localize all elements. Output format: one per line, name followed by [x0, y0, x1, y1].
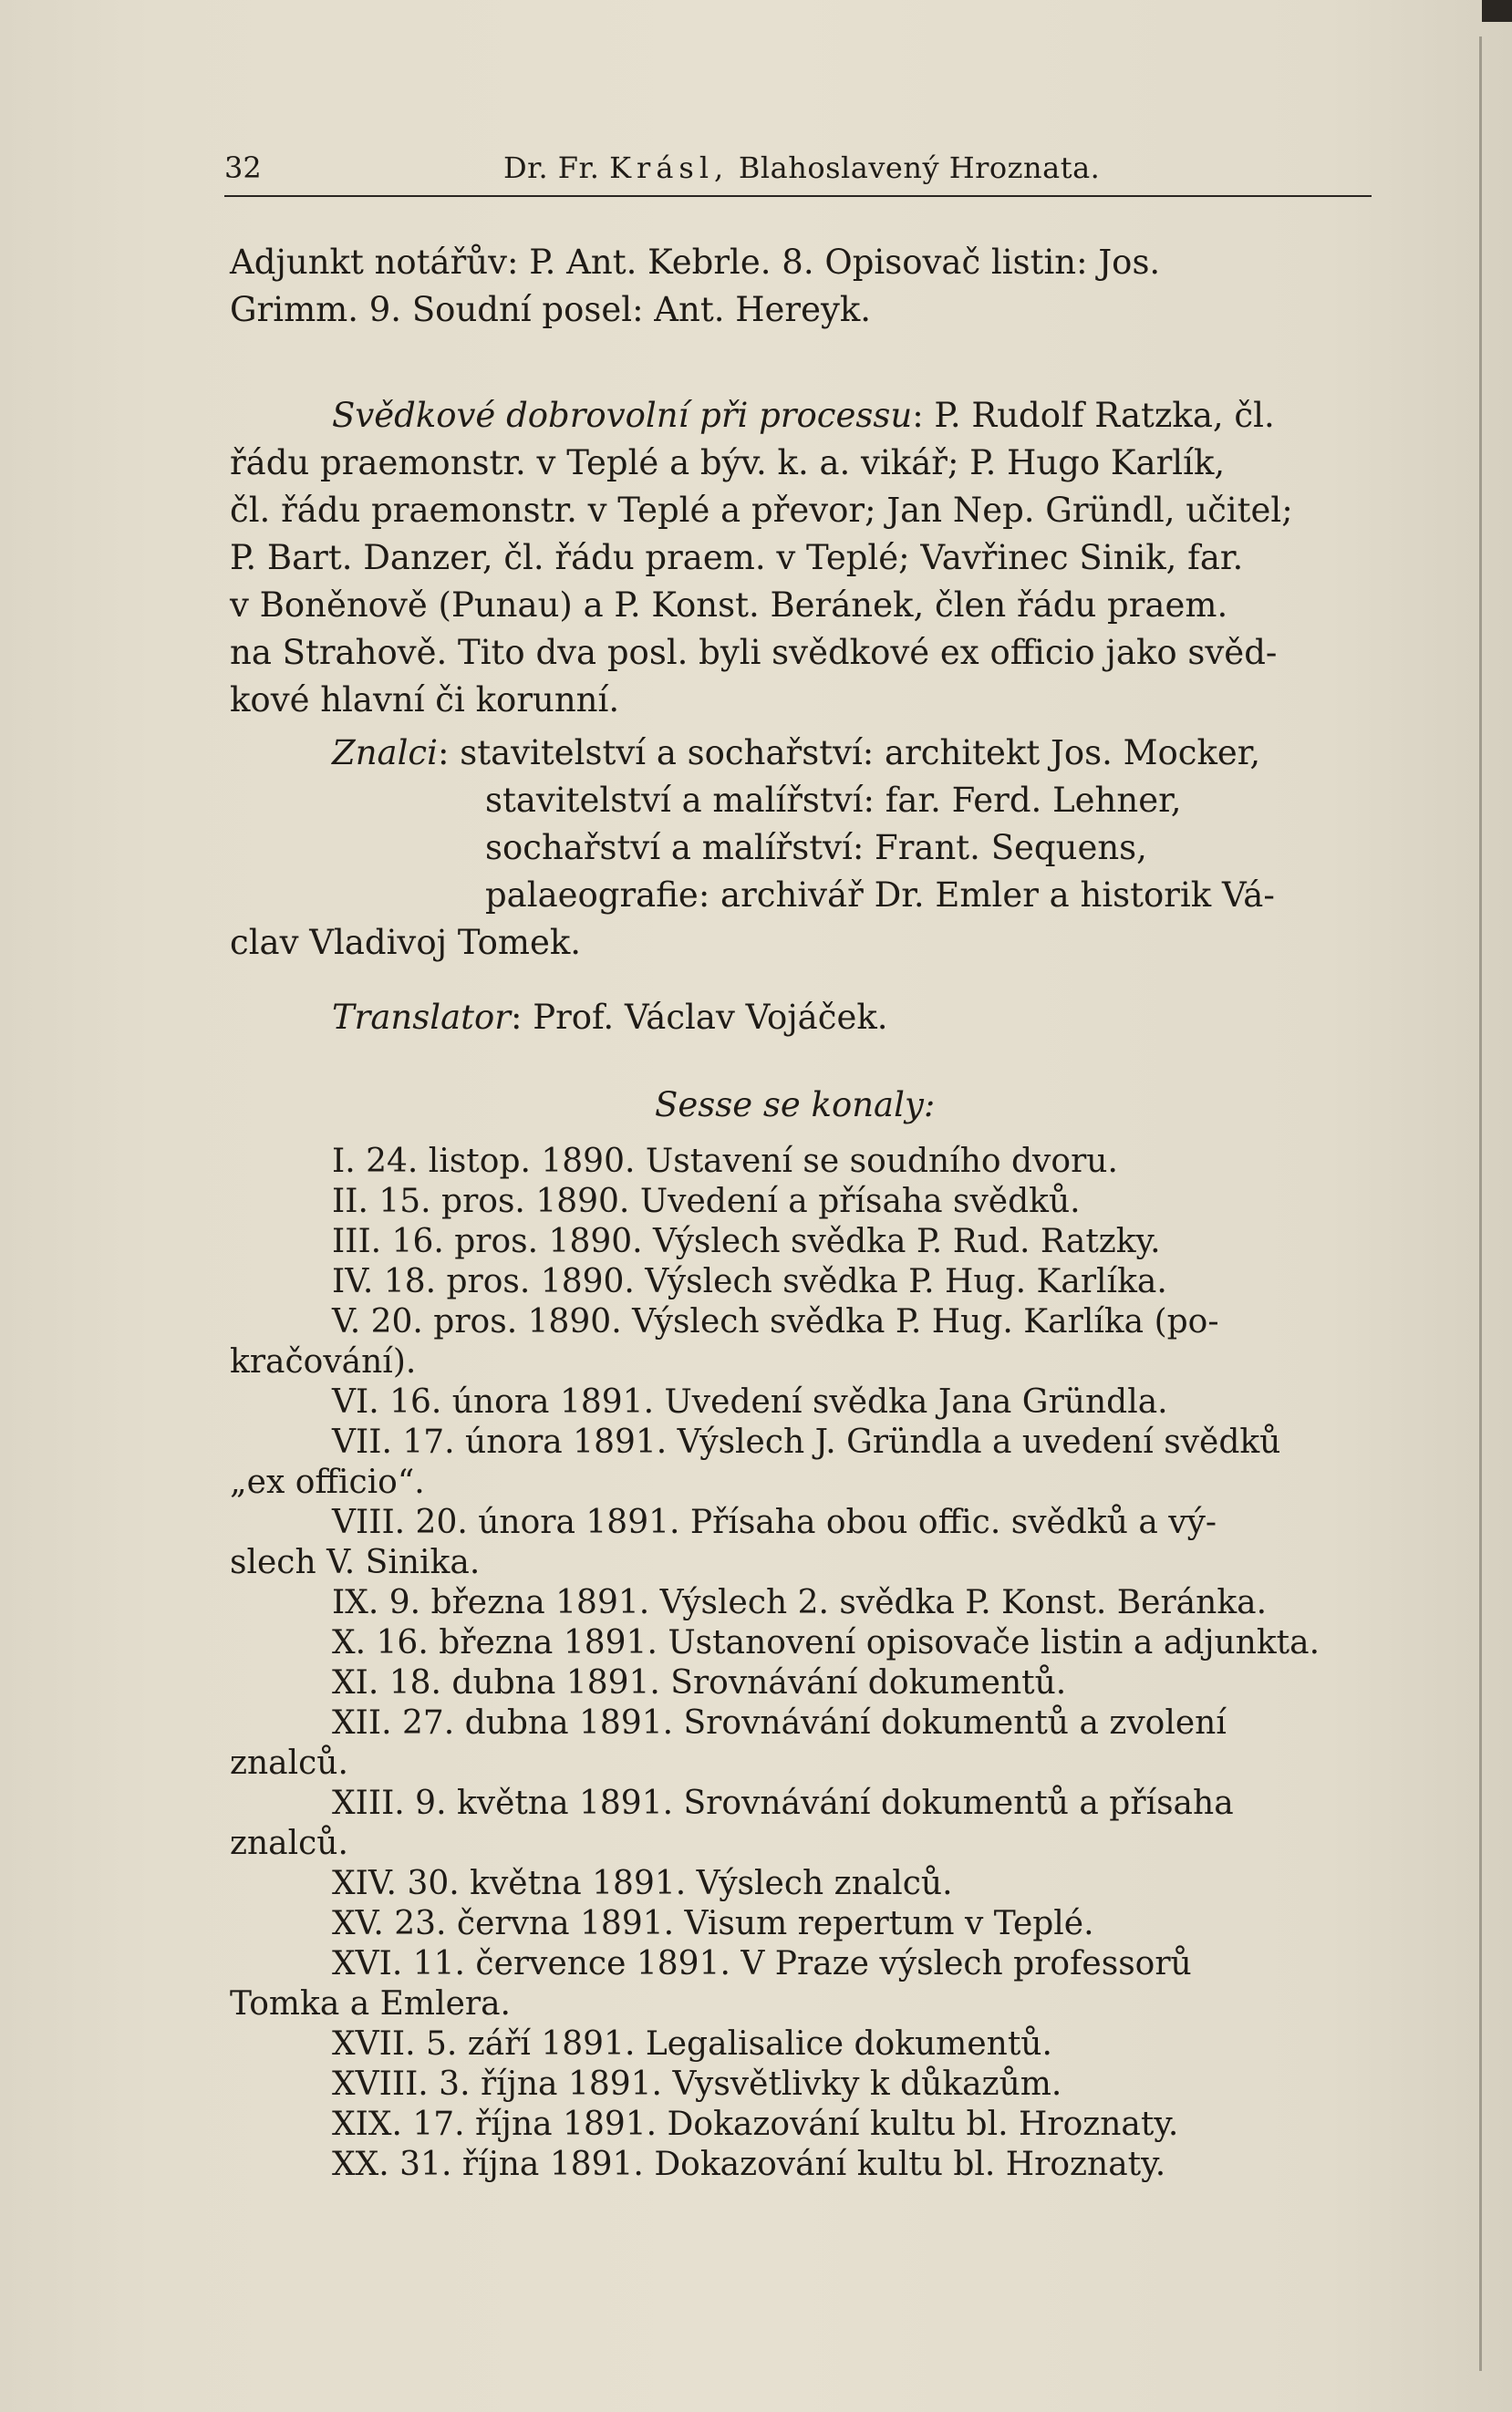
- text-line: Znalci: stavitelství a sochařství: architekt Jos. Mocker,: [332, 733, 1261, 772]
- sessions-heading: Sesse se konaly:: [655, 1085, 936, 1124]
- session-line: „ex officio“.: [230, 1464, 425, 1501]
- session-line: XVII. 5. září 1891. Legalisalice dokumentů.: [332, 2025, 1052, 2063]
- witnesses-paragraph: [230, 392, 1370, 724]
- session-line: XI. 18. dubna 1891. Srovnávání dokumentů.: [332, 1664, 1067, 1702]
- session-line: I. 24. listop. 1890. Ustavení se soudního dvoru.: [332, 1143, 1118, 1180]
- text-line: Grimm. 9. Soudní posel: Ant. Hereyk.: [230, 290, 872, 329]
- session-line: V. 20. pros. 1890. Výslech svědka P. Hug. Karlíka (po-: [332, 1303, 1219, 1341]
- text-line: sochařství a malířství: Frant. Sequens,: [485, 828, 1147, 867]
- text-line: palaeografie: archivář Dr. Emler a historik Vá-: [485, 875, 1275, 915]
- text-line: kové hlavní či korunní.: [230, 680, 620, 719]
- session-line: XIX. 17. října 1891. Dokazování kultu bl. Hroznaty.: [332, 2106, 1179, 2143]
- scan-edge: [1482, 0, 1512, 22]
- session-line: XV. 23. června 1891. Visum repertum v Teplé.: [332, 1905, 1094, 1942]
- page-edge-line: [1479, 36, 1482, 2371]
- session-line: IV. 18. pros. 1890. Výslech svědka P. Hug. Karlíka.: [332, 1263, 1167, 1300]
- session-line: XIV. 30. května 1891. Výslech znalců.: [332, 1865, 953, 1902]
- session-line: VI. 16. února 1891. Uvedení svědka Jana Gründla.: [332, 1383, 1168, 1421]
- session-line: VIII. 20. února 1891. Přísaha obou offic. svědků a vý-: [332, 1504, 1217, 1541]
- translator-line: Translator: Prof. Václav Vojáček.: [332, 998, 888, 1037]
- session-line: III. 16. pros. 1890. Výslech svědka P. Rud. Ratzky.: [332, 1223, 1161, 1260]
- text-line: v Boněnově (Punau) a P. Konst. Beránek, člen řádu praem.: [230, 585, 1228, 625]
- session-line: XX. 31. října 1891. Dokazování kultu bl. Hroznaty.: [332, 2146, 1166, 2183]
- intro-paragraph: [230, 239, 1370, 334]
- text-line: stavitelství a malířství: far. Ferd. Lehner,: [485, 781, 1182, 820]
- session-line: II. 15. pros. 1890. Uvedení a přísaha svědků.: [332, 1183, 1081, 1220]
- session-line: znalců.: [230, 1744, 348, 1782]
- session-line: X. 16. března 1891. Ustanovení opisovače listin a adjunkta.: [332, 1624, 1320, 1661]
- running-title: [503, 150, 1100, 185]
- text-line: Adjunkt notářův: P. Ant. Kebrle. 8. Opisovač listin: Jos.: [230, 243, 1161, 282]
- text-line: Svědkové dobrovolní při processu: P. Rudolf Ratzka, čl.: [332, 396, 1275, 435]
- translator-label: Translator: [332, 998, 511, 1037]
- session-line: XVIII. 3. října 1891. Vysvětlivky k důkazům.: [332, 2065, 1062, 2103]
- session-line: XIII. 9. května 1891. Srovnávání dokumentů a přísaha: [332, 1785, 1234, 1822]
- session-line: znalců.: [230, 1825, 348, 1862]
- text-line: P. Bart. Danzer, čl. řádu praem. v Teplé; Vavřinec Sinik, far.: [230, 538, 1244, 577]
- session-line: kračování).: [230, 1343, 417, 1381]
- experts-paragraph: [230, 730, 1370, 967]
- session-line: Tomka a Emlera.: [230, 1985, 512, 2023]
- sessions-list: [230, 1142, 1370, 2185]
- session-line: VII. 17. února 1891. Výslech J. Gründla a uvedení svědků: [332, 1423, 1281, 1461]
- author-prefix: Dr. Fr.: [503, 150, 600, 185]
- page-number: 32: [224, 150, 262, 185]
- book-title: Blahoslavený Hroznata.: [738, 150, 1101, 185]
- session-line: XII. 27. dubna 1891. Srovnávání dokumentů a zvolení: [332, 1704, 1227, 1742]
- experts-label: Znalci: [332, 733, 438, 772]
- text-line: řádu praemonstr. v Teplé a býv. k. a. vikář; P. Hugo Karlík,: [230, 443, 1226, 482]
- witnesses-label: Svědkové dobrovolní při processu: [332, 396, 913, 435]
- session-line: XVI. 11. července 1891. V Praze výslech professorů: [332, 1945, 1192, 1982]
- session-line: IX. 9. března 1891. Výslech 2. svědka P. Konst. Beránka.: [332, 1584, 1268, 1621]
- session-line: slech V. Sinika.: [230, 1544, 481, 1581]
- text-line: čl. řádu praemonstr. v Teplé a převor; Jan Nep. Gründl, učitel;: [230, 491, 1293, 530]
- text-line: clav Vladivoj Tomek.: [230, 923, 582, 962]
- author-name: Krásl,: [609, 150, 730, 185]
- header-rule: [224, 195, 1372, 197]
- text-line: na Strahově. Tito dva posl. byli svědkové ex officio jako svěd-: [230, 633, 1278, 672]
- running-header: [224, 150, 1372, 189]
